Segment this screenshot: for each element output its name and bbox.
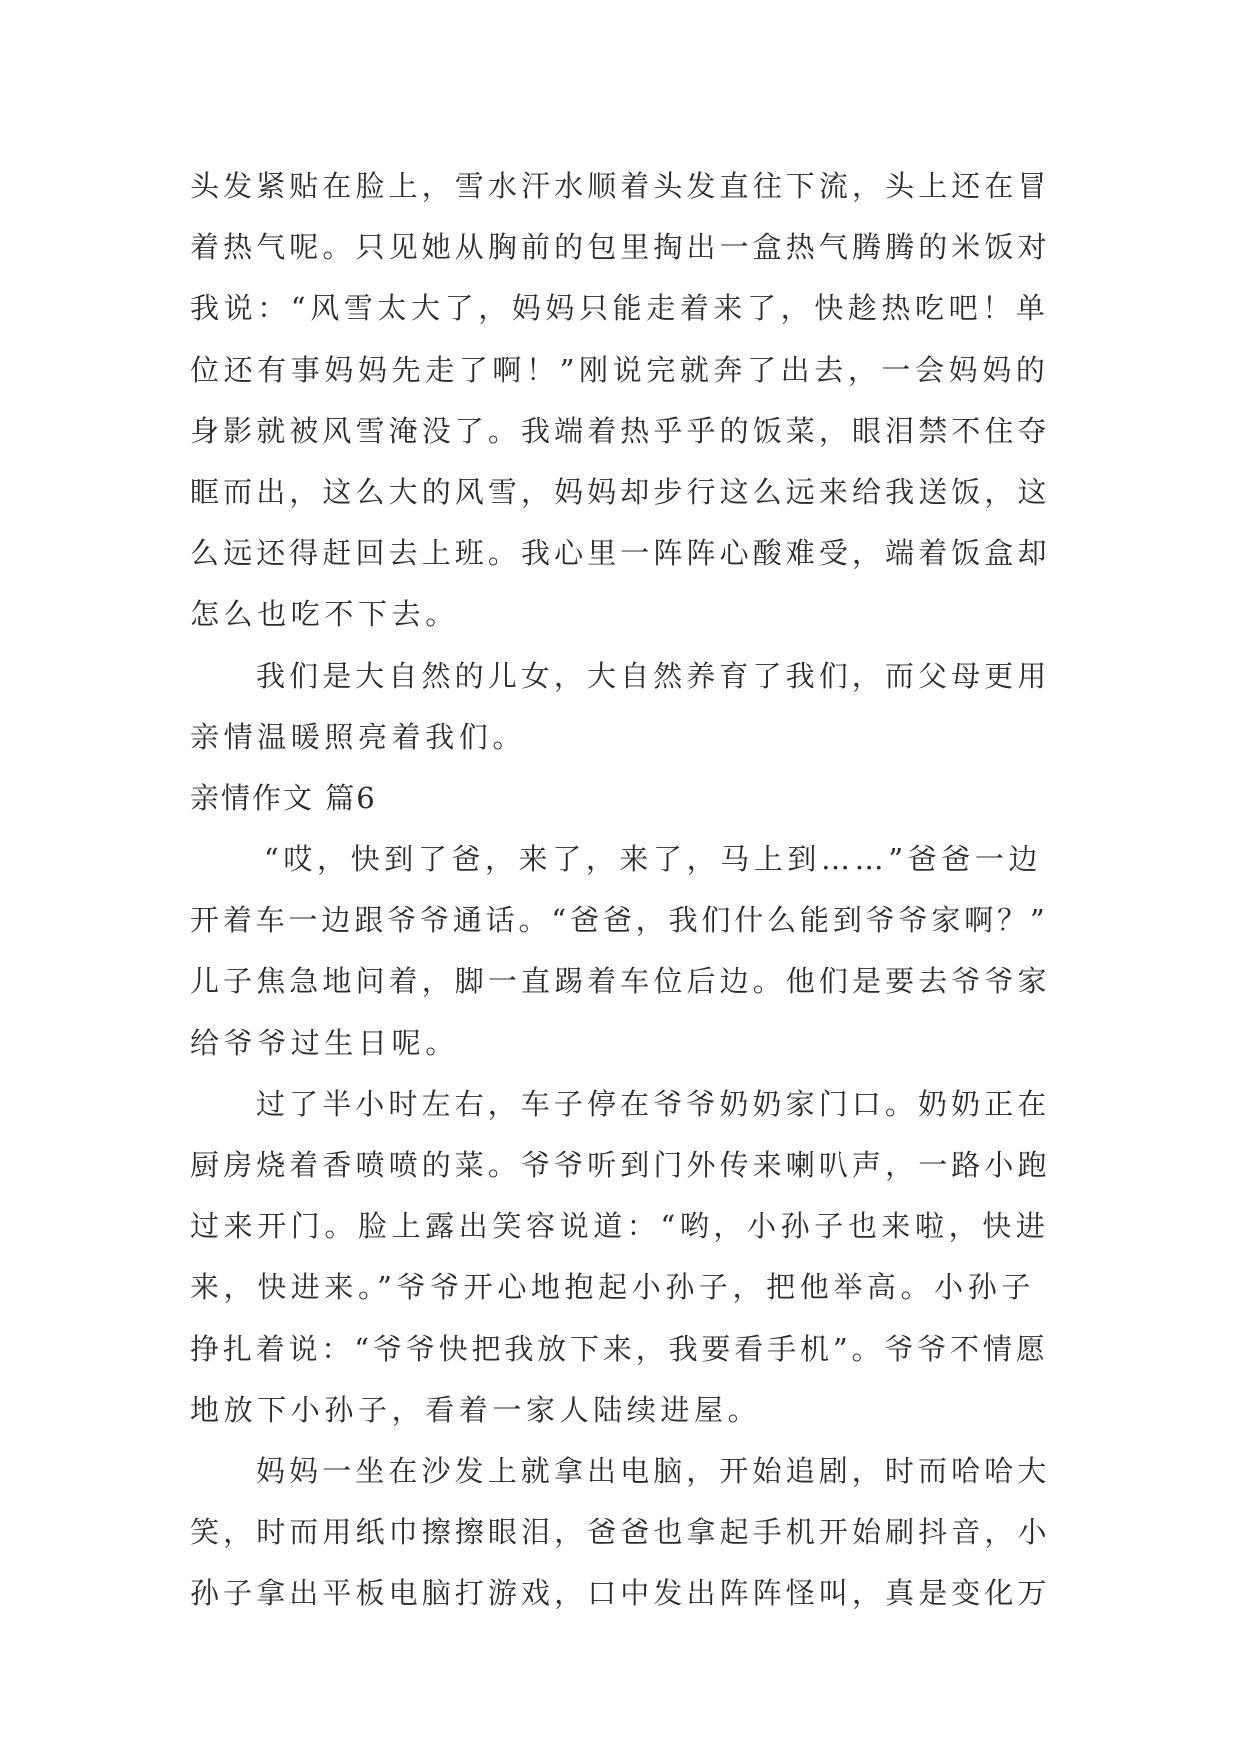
text-line: 身影就被风雪淹没了。我端着热乎乎的饭菜，眼泪禁不住夺 <box>190 413 1051 448</box>
text-line: 给爷爷过生日呢。 <box>190 1025 459 1060</box>
text-line: 我说：“风雪太大了，妈妈只能走着来了，快趁热吃吧！单 <box>190 291 1050 326</box>
section-heading: 亲情作文 篇6 <box>190 780 377 815</box>
text-line: 孙子拿出平板电脑打游戏，口中发出阵阵怪叫，真是变化万 <box>190 1576 1051 1611</box>
text-line: 来，快进来。”爷爷开心地抱起小孙子，把他举高。小孙子 <box>190 1270 1035 1305</box>
text-line: 笑，时而用纸巾擦擦眼泪，爸爸也拿起手机开始刷抖音，小 <box>190 1515 1051 1550</box>
text-line: 头发紧贴在脸上，雪水汗水顺着头发直往下流，头上还在冒 <box>190 169 1051 203</box>
text-line: 眶而出，这么大的风雪，妈妈却步行这么远来给我送饭，这 <box>190 474 1051 509</box>
text-line: 么远还得赶回去上班。我心里一阵阵心酸难受，端着饭盒却 <box>190 536 1051 571</box>
text-line: 过来开门。脸上露出笑容说道：“哟，小孙子也来啦，快进 <box>190 1209 1050 1244</box>
text-line: 着热气呢。只见她从胸前的包里掏出一盒热气腾腾的米饭对 <box>190 230 1051 265</box>
text-line: 开着车一边跟爷爷通话。“爸爸，我们什么能到爷爷家啊？” <box>190 903 1049 938</box>
paragraph-first-line: 我们是大自然的儿女，大自然养育了我们，而父母更用 <box>256 658 1051 693</box>
text-line: 位还有事妈妈先走了啊！”刚说完就奔了出去，一会妈妈的 <box>190 352 1050 387</box>
text-line: 挣扎着说：“爷爷快把我放下来，我要看手机”。爷爷不情愿 <box>190 1331 1049 1366</box>
paragraph-first-line: “哎，快到了爸，来了，来了，马上到……”爸爸一边 <box>264 842 1043 877</box>
paragraph-first-line: 过了半小时左右，车子停在爷爷奶奶家门口。奶奶正在 <box>256 1086 1051 1121</box>
text-line: 地放下小孙子，看着一家人陆续进屋。 <box>190 1392 762 1427</box>
text-line: 亲情温暖照亮着我们。 <box>190 719 527 754</box>
text-line: 儿子焦急地问着，脚一直踢着车位后边。他们是要去爷爷家 <box>190 964 1051 999</box>
paragraph-first-line: 妈妈一坐在沙发上就拿出电脑，开始追剧，时而哈哈大 <box>256 1453 1051 1488</box>
document-body <box>190 156 1052 1625</box>
text-line: 厨房烧着香喷喷的菜。爷爷听到门外传来喇叭声，一路小跑 <box>190 1148 1051 1182</box>
text-line: 怎么也吃不下去。 <box>190 597 459 632</box>
